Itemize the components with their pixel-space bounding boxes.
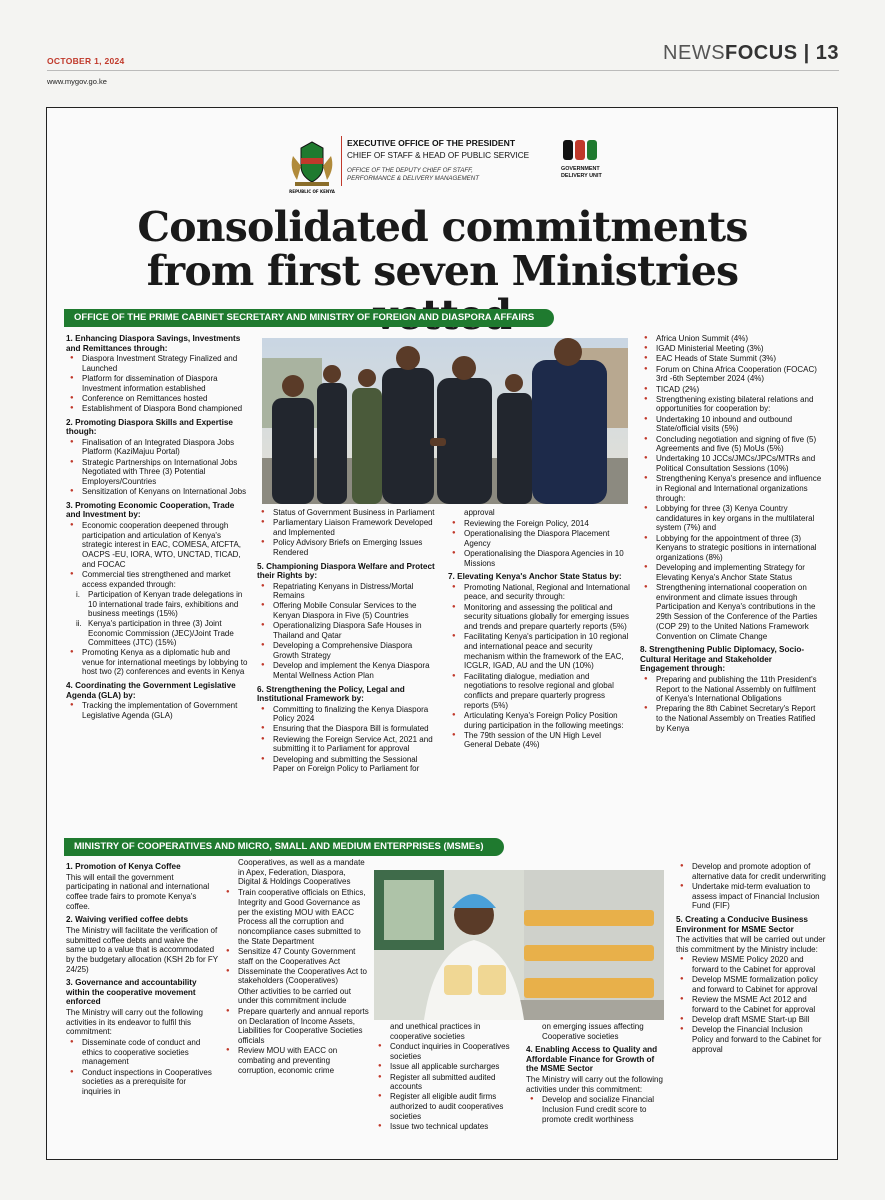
continued-text: and unethical practices in cooperative societies xyxy=(390,1022,481,1041)
list-item: ● Finalisation of an Integrated Diaspora Jobs Platform (KaziMajuu Portal) xyxy=(82,438,251,457)
list-item: ● Undertaking 10 JCCs/JMCs/JPCs/MTRs and Political Consultation Sessions (10%) xyxy=(656,454,822,473)
commitment-list xyxy=(222,1007,370,1075)
sub-list-text: Kenya's participation in three (3) Joint Economic Commission (JEC)/Joint Trade Committees (JTC) (15%) xyxy=(88,618,234,648)
list-item: ● Platform for dissemination of Diaspora Investment information established xyxy=(82,374,251,393)
list-item: ● Prepare quarterly and annual reports on Declaration of Income Assets, Liabilities for Cooperative Societies officials xyxy=(238,1007,370,1046)
commitment-list xyxy=(257,582,439,681)
country-label: REPUBLIC OF KENYA xyxy=(289,189,335,194)
commitment-list xyxy=(257,508,439,558)
coop-col-3 xyxy=(374,1022,520,1132)
foreign-col-2 xyxy=(257,508,439,774)
list-item: ● Status of Government Business in Parliament xyxy=(273,508,439,518)
list-item: ● Developing a Comprehensive Diaspora Growth Strategy xyxy=(273,641,439,660)
commitment-text: The activities that will be carried out under this commitment by the Ministry include: xyxy=(676,935,826,954)
list-item: ● Reviewing the Foreign Service Act, 2021 and submitting it to Parliament for approval xyxy=(273,735,439,754)
handshake-photo-icon xyxy=(262,338,628,504)
list-item: ● Lobbying for three (3) Kenya Country candidatures in key organs in the multilateral system (7%) and xyxy=(656,504,822,533)
list-item: ● Repatriating Kenyans in Distress/Mortal Remains xyxy=(273,582,439,601)
section-focus: FOCUS xyxy=(725,42,798,64)
list-item: ● Issue all applicable surcharges xyxy=(390,1062,520,1072)
list-item: ● Operationalizing Diaspora Safe Houses in Thailand and Qatar xyxy=(273,621,439,640)
office-subtitle: CHIEF OF STAFF & HEAD OF PUBLIC SERVICE xyxy=(347,151,530,160)
commitment-text: This will entail the government participating in national and international coffee trade fairs to promote Kenya's coffee. xyxy=(66,872,210,911)
continued-text: on emerging issues affecting Cooperative societies xyxy=(542,1022,644,1041)
sub-list-item xyxy=(76,618,251,648)
continued-text: Cooperatives, as well as a mandate in Apex, Federation, Diaspora, Digital & Holdings Cooperatives xyxy=(238,858,365,887)
list-item: ● Review MSME Policy 2020 and forward to the Cabinet for approval xyxy=(692,955,826,974)
commitment-list xyxy=(374,1042,520,1131)
list-item: ● Undertake mid-term evaluation to assess impact of Financial Inclusion Fund (FIF) xyxy=(692,882,826,911)
list-item: ● Parliamentary Liaison Framework Developed and Implemented xyxy=(273,518,439,537)
logo-divider xyxy=(341,136,342,186)
logo-block xyxy=(285,136,605,196)
sub-list-number: ii. xyxy=(76,618,82,628)
commitment-heading: 3. Promoting Economic Cooperation, Trade and Investment by: xyxy=(66,500,235,520)
list-item: ● TICAD (2%) xyxy=(656,385,822,395)
list-item: ● Train cooperative officials on Ethics, Integrity and Good Governance as per the existing MOU with EACC Process all the corruption and noncompliance cases submitted to the State Department xyxy=(238,888,370,946)
list-item: ● Undertaking 10 inbound and outbound State/official visits (5%) xyxy=(656,415,822,434)
commitment-list xyxy=(257,705,439,774)
foreign-col-4 xyxy=(640,334,822,734)
list-item: ● Commercial ties strengthened and market access expanded through: xyxy=(82,570,251,589)
commitment-heading: 1. Promotion of Kenya Coffee xyxy=(66,862,181,871)
list-item: ● Register all submitted audited accounts xyxy=(390,1073,520,1092)
foreign-col-3 xyxy=(448,508,630,751)
commitment-list xyxy=(66,648,251,677)
sub-list-text: Participation of Kenyan trade delegations in 10 international trade fairs, exhibitions and business meetings (15%) xyxy=(88,589,243,619)
commitment-text: The Ministry will carry out the following activities in its endeavor to fulfil this commitment: xyxy=(66,1007,203,1037)
delivery-unit-logo-icon xyxy=(561,138,601,162)
commitment-list xyxy=(448,519,630,569)
list-item: ● Lobbying for the appointment of three (3) Kenyans to strategic positions in international organizations (8%) xyxy=(656,534,822,563)
list-item: ● EAC Heads of State Summit (3%) xyxy=(656,354,822,364)
foreign-col-1 xyxy=(66,330,251,721)
list-item: ● Tracking the implementation of Government Legislative Agenda (GLA) xyxy=(82,701,251,720)
commitment-text: Other activities to be carried out under this commitment include xyxy=(238,986,351,1006)
office-deputy: OFFICE OF THE DEPUTY CHIEF OF STAFF, PERFORMANCE & DELIVERY MANAGEMENT xyxy=(347,167,480,182)
list-item: ● Sensitization of Kenyans on International Jobs xyxy=(82,487,251,497)
commitment-heading: 2. Waiving verified coffee debts xyxy=(66,915,189,925)
list-item: ● Disseminate code of conduct and ethics to cooperative societies management xyxy=(82,1038,218,1067)
gdu-line1: GOVERNMENT xyxy=(561,166,600,172)
list-item: ● Articulating Kenya's Foreign Policy Position during participation in the following meetings: xyxy=(464,711,630,730)
commitment-list xyxy=(66,701,251,720)
list-item: ● Develop MSME formalization policy and forward to Cabinet for approval xyxy=(692,975,826,994)
gdu-line2: DELIVERY UNIT xyxy=(561,173,602,179)
list-item: ● The 79th session of the UN High Level General Debate (4%) xyxy=(464,731,630,750)
commitment-list xyxy=(66,354,251,414)
list-item: ● Policy Advisory Briefs on Emerging Issues Rendered xyxy=(273,538,439,557)
sub-list-item xyxy=(76,589,251,619)
list-item: ● Conduct inquiries in Cooperatives societies xyxy=(390,1042,520,1061)
commitment-heading: 4. Enabling Access to Quality and Affordable Finance for Growth of the MSME Sector xyxy=(526,1045,658,1074)
list-item: ● IGAD Ministerial Meeting (3%) xyxy=(656,344,822,354)
list-item: ● Developing and submitting the Sessional Paper on Foreign Policy to Parliament for xyxy=(273,755,439,774)
list-item: ● Promoting National, Regional and International peace, and security through: xyxy=(464,583,630,602)
list-item: ● Issue two technical updates xyxy=(390,1122,520,1132)
list-item: ● Review the MSME Act 2012 and forward to the Cabinet for approval xyxy=(692,995,826,1014)
list-item: ● Operationalising the Diaspora Agencies in 10 Missions xyxy=(464,549,630,568)
list-item: ● Diaspora Investment Strategy Finalized and Launched xyxy=(82,354,251,373)
list-item: ● Economic cooperation deepened through participation and articulation of Kenya's strategic interest in EAC, COMESA, AfCFTA, OACPS -EU, IORA, WTO, UNCTAD, TICAD, and FOCAC xyxy=(82,521,251,570)
list-item: ● Register all eligible audit firms authorized to audit cooperatives societies xyxy=(390,1092,520,1121)
coop-col-4 xyxy=(526,1022,668,1125)
commitment-list xyxy=(66,1038,218,1097)
list-item: ● Strengthening existing bilateral relations and opportunities for cooperation by: xyxy=(656,395,822,414)
list-item: ● Monitoring and assessing the political and security situations globally for emerging issues and trends and prepare quarterly reports (5%) xyxy=(464,603,630,632)
commitment-list xyxy=(640,675,822,734)
list-item: ● Strategic Partnerships on International Jobs Negotiated with Three (3) Potential Employers/Countries xyxy=(82,458,251,487)
section-band-foreign-affairs: OFFICE OF THE PRIME CABINET SECRETARY AND MINISTRY OF FOREIGN AND DIASPORA AFFAIRS xyxy=(64,309,554,327)
list-item: ● Conduct inspections in Cooperatives societies as a prerequisite for inquiries in xyxy=(82,1068,218,1097)
list-item: ● Strengthening international cooperation on environment and climate issues through Participation and Kenya's contributions in the 29th Session of the Conference of the Parties (COP 29) to the United Nations Framework Convention on Climate Change xyxy=(656,583,822,641)
commitment-heading: 8. Strengthening Public Diplomacy, Socio-Cultural Heritage and Stakeholder Engagement through: xyxy=(640,645,805,674)
page-number: | 13 xyxy=(803,42,839,64)
list-item: ● Develop and socialize Financial Inclusion Fund credit score to promote credit worthiness xyxy=(542,1095,668,1124)
list-item: ● Reviewing the Foreign Policy, 2014 xyxy=(464,519,630,529)
sub-list xyxy=(66,590,251,648)
coat-of-arms-icon xyxy=(285,136,340,196)
list-item: ● Develop and implement the Kenya Diaspora Mental Wellness Action Plan xyxy=(273,661,439,680)
list-item: ● Disseminate the Cooperatives Act to stakeholders (Cooperatives) xyxy=(238,967,370,986)
section-band-cooperatives: MINISTRY OF COOPERATIVES AND MICRO, SMALL AND MEDIUM ENTERPRISES (MSMEs) xyxy=(64,838,504,856)
commitment-list xyxy=(222,888,370,986)
list-item: ● Africa Union Summit (4%) xyxy=(656,334,822,344)
commitment-heading: 3. Governance and accountability within the cooperative movement enforced xyxy=(66,978,197,1007)
list-item: ● Concluding negotiation and signing of five (5) Agreements and five (5) MoUs (5%) xyxy=(656,435,822,454)
list-item: ● Offering Mobile Consular Services to the Kenyan Diaspora in Five (5) Countries xyxy=(273,601,439,620)
commitment-text: The Ministry will carry out the following activities under this commitment: xyxy=(526,1074,663,1094)
coop-col-1 xyxy=(66,858,218,1097)
list-item: ● Establishment of Diaspora Bond championed xyxy=(82,404,251,414)
list-item: ● Develop the Financial Inclusion Policy and forward to the Cabinet for approval xyxy=(692,1025,826,1054)
list-item: ● Ensuring that the Diaspora Bill is formulated xyxy=(273,724,439,734)
list-item: ● Operationalising the Diaspora Placement Agency xyxy=(464,529,630,548)
coffee-vendor-photo-icon xyxy=(374,870,664,1020)
list-item: ● Forum on China Africa Cooperation (FOCAC) 3rd -6th September 2024 (4%) xyxy=(656,365,822,384)
commitment-text: The Ministry will facilitate the verification of submitted coffee debts and waive the same up to a value that is accommodated by the budgetary allocation (KSH 2b for FY 24/25) xyxy=(66,925,218,974)
commitment-heading: 4. Coordinating the Government Legislative Agenda (GLA) by: xyxy=(66,681,236,700)
header-rule xyxy=(47,70,839,71)
commitment-list xyxy=(676,862,826,911)
headline: Consolidated commitments from first seven Ministries xyxy=(137,203,748,295)
list-item: ● Develop and promote adoption of alternative data for credit underwriting xyxy=(692,862,826,881)
delivery-unit-label xyxy=(561,166,621,180)
coffee-vendor-photo xyxy=(374,870,664,1020)
coop-col-2 xyxy=(222,858,370,1076)
list-item: ● Promoting Kenya as a diplomatic hub and venue for international meetings by lobbying to host two (2) conferences and events in Kenya xyxy=(82,648,251,677)
commitment-heading: 5. Creating a Conducive Business Environment for MSME Sector xyxy=(676,915,808,934)
issue-date: OCTOBER 1, 2024 xyxy=(47,56,125,66)
list-item: ● Facilitating Kenya's participation in 10 regional and international peace and security mechanism within the framework of the EAC, ICGLR, IGAD, AU and the UN (10%) xyxy=(464,632,630,671)
list-item: ● Develop draft MSME Start-up Bill xyxy=(692,1015,826,1025)
commitment-list xyxy=(640,334,822,641)
commitment-list xyxy=(676,955,826,1054)
office-title: EXECUTIVE OFFICE OF THE PRESIDENT xyxy=(347,138,516,148)
list-item: ● Facilitating dialogue, mediation and negotiations to resolve regional and global conflicts and prepare quarterly progress reports (5%) xyxy=(464,672,630,711)
list-item: ● Strengthening Kenya's presence and influence in Regional and International organizations through: xyxy=(656,474,822,503)
list-item: ● Conference on Remittances hosted xyxy=(82,394,251,404)
section-label xyxy=(663,42,839,65)
list-item: ● Preparing and publishing the 11th President's Report to the National Assembly on fulfilment of Kenya's International Obligations xyxy=(656,675,822,704)
coop-col-5 xyxy=(676,862,826,1055)
commitment-heading: 1. Enhancing Diaspora Savings, Investments and Remittances through: xyxy=(66,334,241,353)
section-news: NEWS xyxy=(663,42,726,64)
list-item: ● Sensitize 47 County Government staff on the Cooperatives Act xyxy=(238,947,370,966)
commitment-list xyxy=(66,521,251,589)
website-url[interactable]: www.mygov.go.ke xyxy=(47,77,107,86)
commitment-list xyxy=(448,583,630,750)
list-item: ● Developing and implementing Strategy for Elevating Kenya's Anchor State Status xyxy=(656,563,822,582)
handshake-photo xyxy=(262,338,628,504)
list-item: ● Review MOU with EACC on combating and preventing corruption, economic crime xyxy=(238,1046,370,1075)
commitment-heading: 2. Promoting Diaspora Skills and Expertise though: xyxy=(66,417,233,437)
list-item: ● Committing to finalizing the Kenya Diaspora Policy 2024 xyxy=(273,705,439,724)
commitment-heading: 5. Championing Diaspora Welfare and Protect their Rights by: xyxy=(257,561,435,581)
sub-list-number: i. xyxy=(76,589,80,599)
continued-text: approval xyxy=(464,508,495,517)
commitment-list xyxy=(66,438,251,497)
list-item: ● Preparing the 8th Cabinet Secretary's Report to the National Assembly on Treaties Ratified by Kenya xyxy=(656,704,822,733)
commitment-list xyxy=(526,1095,668,1124)
commitment-heading: 7. Elevating Kenya's Anchor State Status by: xyxy=(448,572,622,582)
commitment-heading: 6. Strengthening the Policy, Legal and Institutional Framework by: xyxy=(257,684,405,704)
